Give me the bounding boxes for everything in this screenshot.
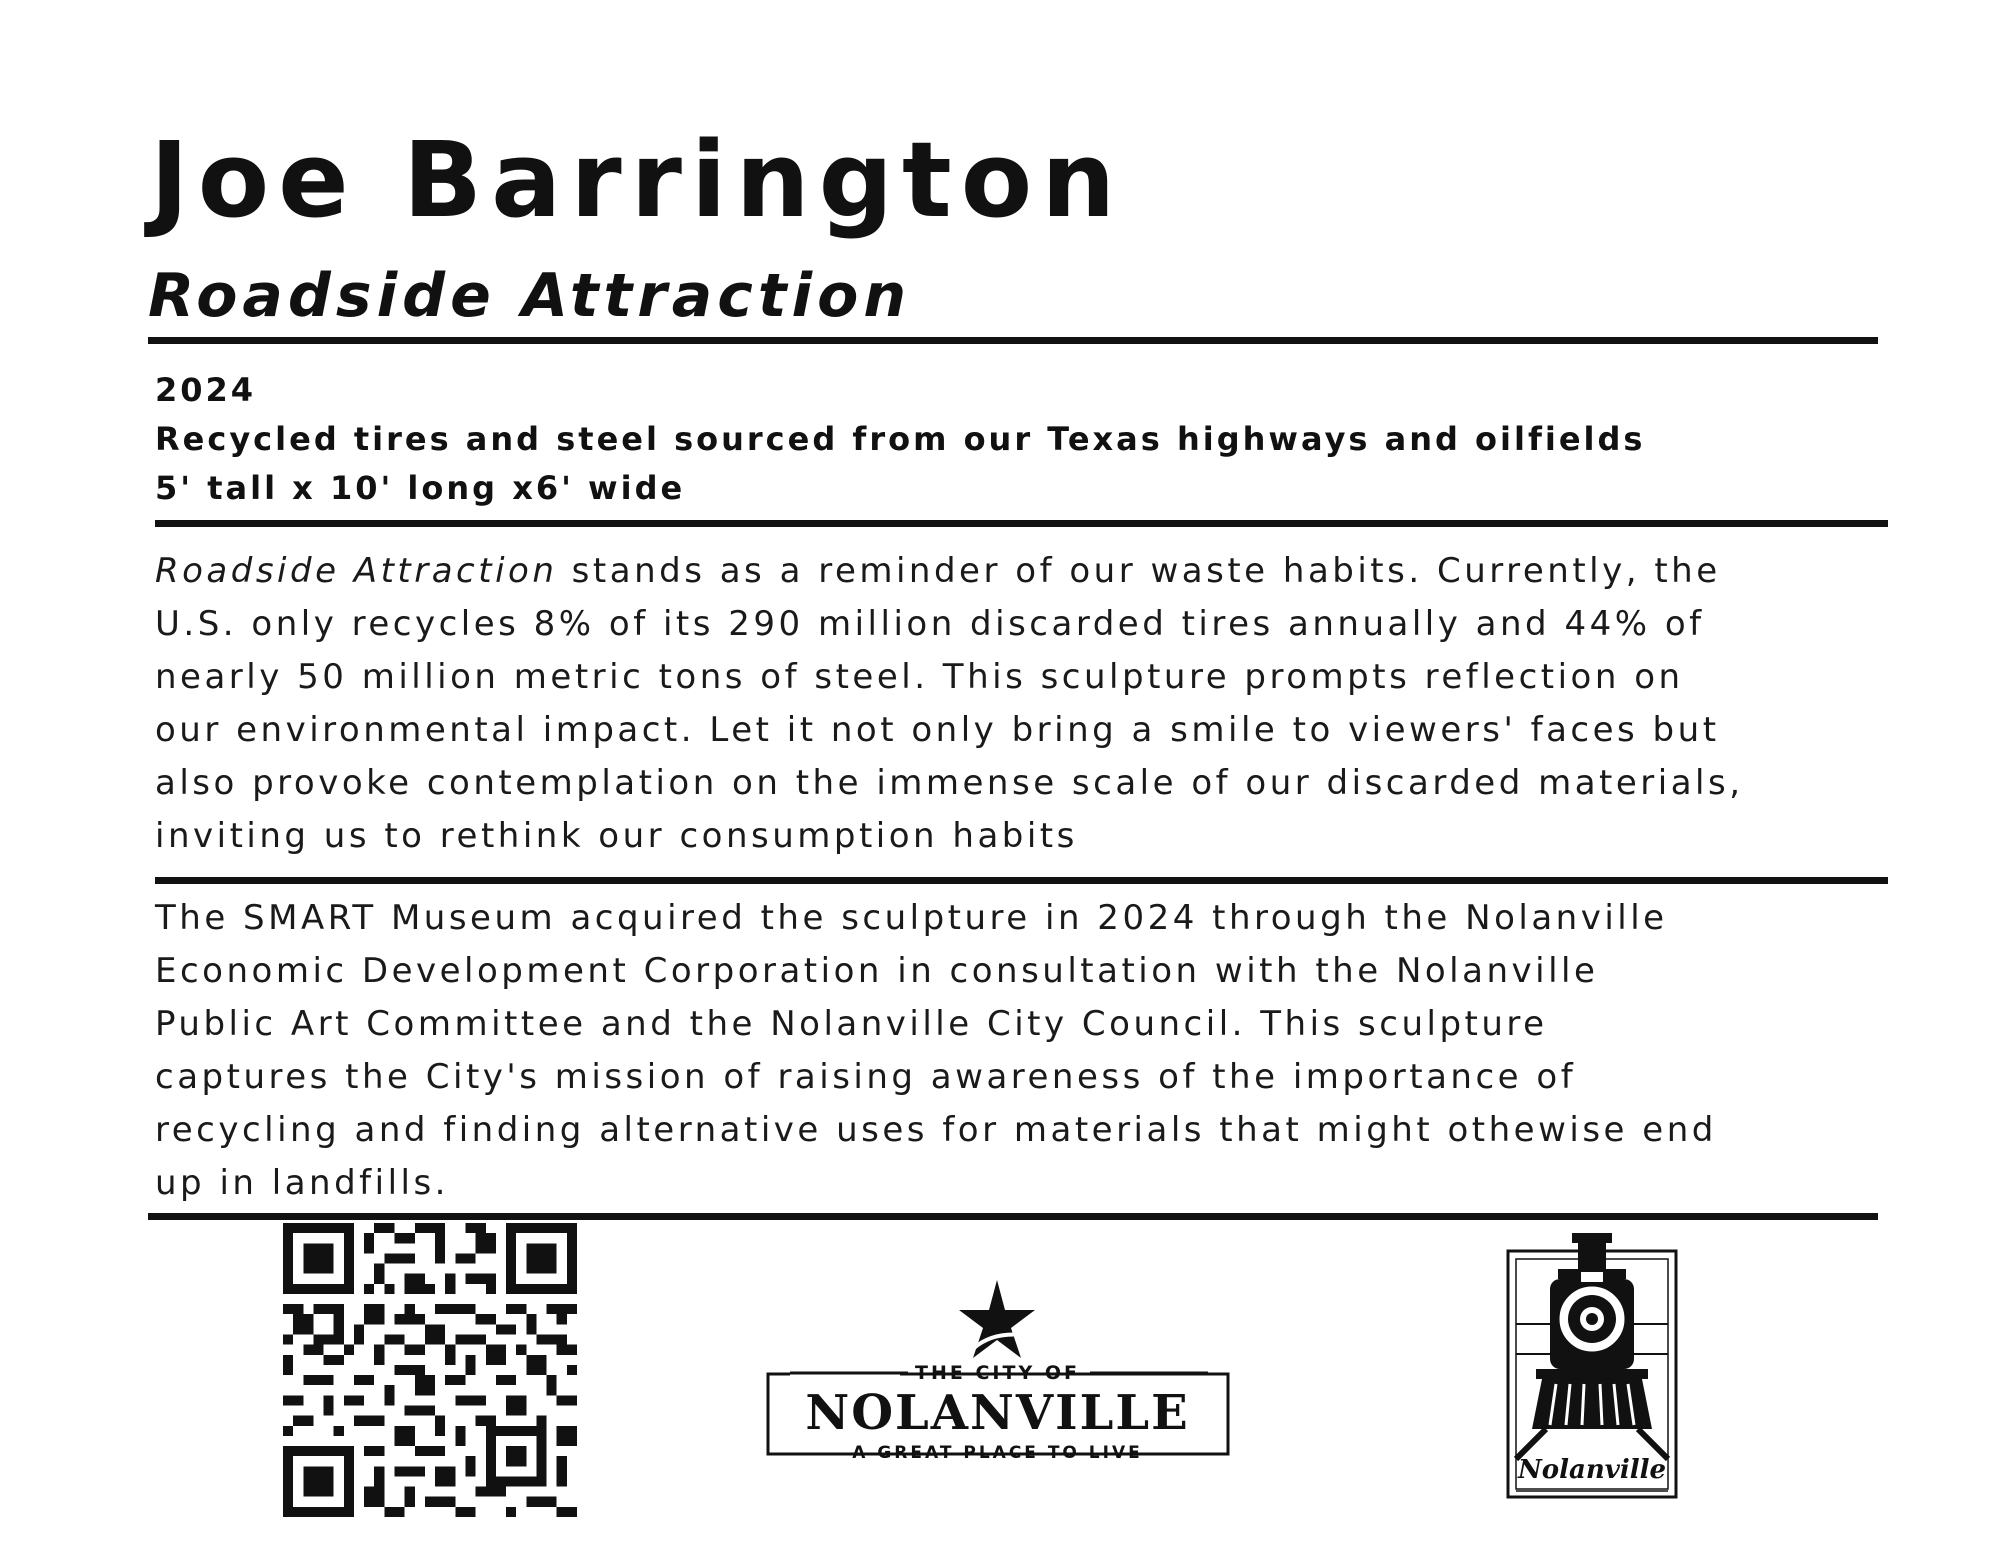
acquisition-line: The SMART Museum acquired the sculpture in 2024 through the Nolanville	[155, 898, 1668, 938]
description-italic-title: Roadside Attraction	[155, 551, 558, 591]
acquisition-line: Economic Development Corporation in consultation with the Nolanville	[155, 951, 1599, 991]
description-line: U.S. only recycles 8% of its 290 million discarded tires annually and 44% of	[155, 604, 1705, 644]
city-logo	[760, 1270, 1235, 1463]
acquisition-paragraph	[155, 892, 1717, 1210]
artwork-dimensions: 5' tall x 10' long x6' wide	[155, 469, 686, 507]
divider-bottom	[148, 1213, 1878, 1220]
train-logo-wordmark: Nolanville	[1517, 1455, 1666, 1485]
city-logo-top-text: THE CITY OF	[915, 1362, 1080, 1384]
artwork-materials: Recycled tires and steel sourced from our Texas highways and oilfields	[155, 420, 1646, 458]
description-line-text: stands as a reminder of our waste habits. Currently, the	[557, 551, 1721, 591]
divider-details	[155, 520, 1888, 527]
divider-top	[148, 337, 1878, 344]
train-logo	[1506, 1229, 1678, 1499]
city-logo-tagline: A GREAT PLACE TO LIVE	[852, 1443, 1143, 1463]
description-line: also provoke contemplation on the immense scale of our discarded materials,	[155, 763, 1744, 803]
acquisition-line: recycling and finding alternative uses for materials that might othewise end	[155, 1110, 1717, 1150]
artwork-details	[155, 366, 1645, 513]
acquisition-line: up in landfills.	[155, 1163, 449, 1203]
description-line: inviting us to rethink our consumption habits	[155, 816, 1078, 856]
description-line	[155, 545, 1744, 598]
description-paragraph	[155, 545, 1744, 863]
qr-code-icon[interactable]	[283, 1223, 577, 1517]
city-logo-name: NOLANVILLE	[805, 1385, 1190, 1441]
description-line: our environmental impact. Let it not only bring a smile to viewers' faces but	[155, 710, 1720, 750]
artwork-year: 2024	[155, 371, 257, 409]
artist-name: Joe Barrington	[150, 119, 1125, 241]
description-line: nearly 50 million metric tons of steel. This sculpture prompts reflection on	[155, 657, 1684, 697]
acquisition-line: Public Art Committee and the Nolanville City Council. This sculpture	[155, 1004, 1548, 1044]
divider-description	[155, 877, 1888, 884]
acquisition-line: captures the City's mission of raising awareness of the importance of	[155, 1057, 1577, 1097]
artwork-title: Roadside Attraction	[148, 261, 912, 331]
